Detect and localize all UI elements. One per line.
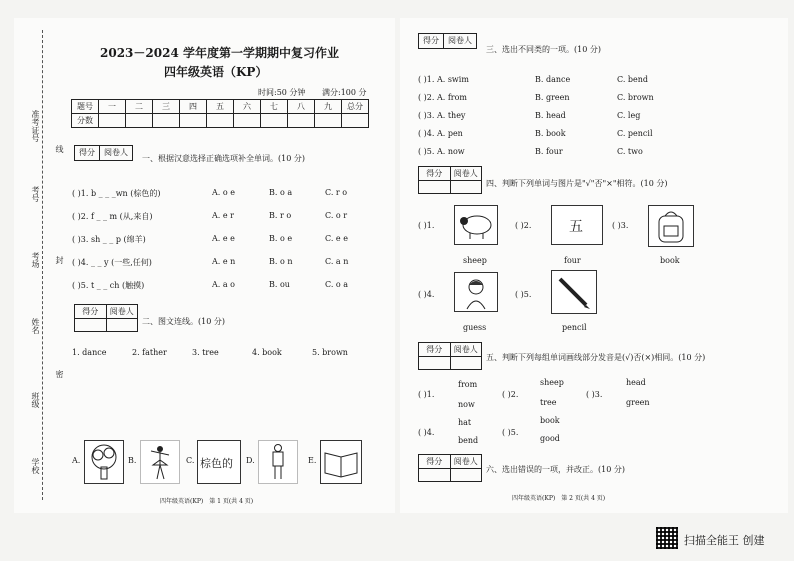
book-picture bbox=[320, 440, 362, 484]
sec5-word-1: book bbox=[540, 416, 560, 425]
sec3-option-b: B. head bbox=[535, 111, 566, 120]
score-cell[interactable] bbox=[234, 114, 261, 128]
section-1-title: 一、根据汉意选择正确选项补全单词。(10 分) bbox=[142, 154, 305, 163]
score-head: 二 bbox=[126, 100, 153, 114]
tree-picture bbox=[84, 440, 124, 484]
score-row-label: 分数 bbox=[72, 114, 99, 128]
side-label-number: 考号 bbox=[31, 186, 40, 202]
sec5-word-2: bend bbox=[458, 436, 479, 445]
sec5-word-2: now bbox=[458, 400, 475, 409]
score-head: 一 bbox=[99, 100, 126, 114]
scanner-watermark: 扫描全能王 创建 bbox=[684, 534, 765, 547]
sec4-word: pencil bbox=[562, 323, 587, 332]
sec5-word-1: head bbox=[626, 378, 646, 387]
grader-box-blank[interactable] bbox=[451, 357, 482, 370]
sec3-option-c: C. pencil bbox=[617, 129, 653, 138]
score-head: 八 bbox=[288, 100, 315, 114]
section-3-title: 三、选出不同类的一项。(10 分) bbox=[486, 45, 601, 54]
brown-text: 棕色的 bbox=[200, 457, 233, 470]
sec1-option-a: A. o e bbox=[212, 188, 235, 197]
match-word: 2. father bbox=[132, 348, 167, 357]
section-2-title: 二、图文连线。(10 分) bbox=[142, 317, 225, 326]
sec3-option-c: C. brown bbox=[617, 93, 654, 102]
sec1-option-b: B. o n bbox=[269, 257, 293, 266]
score-head: 题号 bbox=[72, 100, 99, 114]
girl-icon bbox=[455, 273, 497, 311]
sec1-stem: ( )5. t _ _ ch (触摸) bbox=[72, 281, 145, 290]
left-footer: 四年级英语(KP) 第 1 页(共 4 页) bbox=[160, 498, 254, 505]
grader-box-blank[interactable] bbox=[419, 357, 451, 370]
sec4-word: sheep bbox=[463, 256, 487, 265]
sec1-option-c: C. o a bbox=[325, 280, 349, 289]
sec1-option-c: C. a n bbox=[325, 257, 349, 266]
score-cell[interactable] bbox=[315, 114, 342, 128]
sec1-stem: ( )2. f _ _ m (从,来自) bbox=[72, 212, 153, 221]
side-label-seal: 封 bbox=[55, 256, 64, 264]
sec3-option-b: B. green bbox=[535, 93, 570, 102]
grader-box-label: 得分 bbox=[75, 305, 107, 318]
guess-picture bbox=[454, 272, 498, 312]
bag-picture bbox=[648, 205, 694, 247]
sec4-num: ( )5. bbox=[515, 290, 532, 299]
sec5-num: ( )4. bbox=[418, 428, 435, 437]
sec5-word-2: good bbox=[540, 434, 560, 443]
grader-box-label: 得分 bbox=[419, 167, 451, 180]
pic-label: D. bbox=[246, 456, 255, 465]
open-book-icon bbox=[321, 441, 361, 483]
sec3-option-b: B. book bbox=[535, 129, 566, 138]
sec3-option-c: C. bend bbox=[617, 75, 649, 84]
exam-time: 时间:50 分钟 bbox=[258, 88, 306, 97]
score-head: 六 bbox=[234, 100, 261, 114]
side-label-school: 学校 bbox=[31, 458, 40, 474]
grader-box-6 bbox=[418, 454, 482, 482]
side-label-line: 线 bbox=[55, 145, 64, 153]
five-text: 五 bbox=[569, 219, 583, 235]
sec5-num: ( )5. bbox=[502, 428, 519, 437]
sec1-option-a: A. e n bbox=[212, 257, 236, 266]
sec1-option-c: C. o r bbox=[325, 211, 348, 220]
pic-label: C. bbox=[186, 456, 195, 465]
grader-box-1 bbox=[74, 145, 133, 161]
sec5-num: ( )3. bbox=[586, 390, 603, 399]
grader-box-label: 得分 bbox=[419, 34, 444, 48]
score-table bbox=[71, 99, 369, 128]
sec1-option-a: A. e e bbox=[212, 234, 235, 243]
match-word: 4. book bbox=[252, 348, 282, 357]
sec3-option-b: B. four bbox=[535, 147, 563, 156]
sec5-num: ( )1. bbox=[418, 390, 435, 399]
grader-box-label: 阅卷人 bbox=[453, 345, 478, 354]
sec3-stem: ( )4. A. pen bbox=[418, 129, 463, 138]
grader-box-blank[interactable] bbox=[451, 469, 482, 482]
sheep-picture bbox=[454, 205, 498, 245]
sec4-num: ( )4. bbox=[418, 290, 435, 299]
side-label-secret: 密 bbox=[55, 370, 64, 378]
sheep-icon bbox=[455, 206, 497, 244]
match-word: 3. tree bbox=[192, 348, 219, 357]
sec1-option-c: C. r o bbox=[325, 188, 348, 197]
sec5-word-2: green bbox=[626, 398, 650, 407]
score-cell[interactable] bbox=[153, 114, 180, 128]
dance-picture bbox=[140, 440, 180, 484]
sec4-word: book bbox=[660, 256, 680, 265]
pencil-picture bbox=[551, 270, 597, 314]
grader-box-blank[interactable] bbox=[451, 181, 482, 194]
grader-box-label: 阅卷人 bbox=[109, 307, 134, 316]
grader-box-5 bbox=[418, 342, 482, 370]
score-cell[interactable] bbox=[261, 114, 288, 128]
grader-box-label: 阅卷人 bbox=[453, 169, 478, 178]
right-footer: 四年级英语(KP) 第 2 页(共 4 页) bbox=[512, 495, 606, 502]
pic-label: E. bbox=[308, 456, 317, 465]
side-label-room: 考场 bbox=[31, 252, 40, 268]
grader-box-blank[interactable] bbox=[75, 319, 107, 332]
sec5-word-1: hat bbox=[458, 418, 472, 427]
sec5-word-1: sheep bbox=[540, 378, 564, 387]
side-label-exam-id: 准考证号 bbox=[31, 110, 40, 142]
grader-box-label: 阅卷人 bbox=[453, 457, 478, 466]
sec1-option-b: B. ou bbox=[269, 280, 290, 289]
grader-box-blank[interactable] bbox=[419, 181, 451, 194]
grader-box-label: 阅卷人 bbox=[448, 36, 472, 45]
grader-box-blank[interactable] bbox=[107, 319, 138, 332]
brown-text-picture bbox=[197, 440, 241, 484]
sec4-num: ( )2. bbox=[515, 221, 532, 230]
grader-box-2 bbox=[74, 304, 138, 332]
sec1-option-a: A. e r bbox=[212, 211, 234, 220]
grader-box-label: 阅卷人 bbox=[104, 148, 128, 157]
sec4-num: ( )1. bbox=[418, 221, 435, 230]
grader-box-label: 得分 bbox=[419, 343, 451, 356]
score-head: 四 bbox=[180, 100, 207, 114]
tree-icon bbox=[85, 441, 123, 483]
sec1-stem: ( )4. _ _ y (一些,任何) bbox=[72, 258, 152, 267]
sec3-stem: ( )5. A. now bbox=[418, 147, 465, 156]
father-picture bbox=[258, 440, 298, 484]
sec1-option-b: B. o a bbox=[269, 188, 293, 197]
backpack-icon bbox=[649, 206, 693, 246]
sec1-option-b: B. o e bbox=[269, 234, 293, 243]
grader-box-label: 得分 bbox=[419, 455, 451, 468]
sec1-option-a: A. a o bbox=[212, 280, 235, 289]
binding-line bbox=[42, 30, 43, 500]
sec3-option-c: C. leg bbox=[617, 111, 641, 120]
sec5-word-1: from bbox=[458, 380, 478, 389]
sec1-option-b: B. r o bbox=[269, 211, 292, 220]
grader-box-label: 得分 bbox=[75, 146, 100, 160]
section-6-title: 六、选出错误的一项，并改正。(10 分) bbox=[486, 465, 625, 474]
sec3-stem: ( )1. A. swim bbox=[418, 75, 469, 84]
score-head: 五 bbox=[207, 100, 234, 114]
score-cell[interactable] bbox=[288, 114, 315, 128]
sec5-word-2: tree bbox=[540, 398, 557, 407]
match-word: 1. dance bbox=[72, 348, 107, 357]
qr-code-icon bbox=[656, 527, 678, 549]
page-title: 2023－2024 学年度第一学期期中复习作业 bbox=[100, 46, 339, 60]
side-label-name: 姓名 bbox=[31, 318, 40, 334]
page-subtitle: 四年级英语（KP） bbox=[164, 65, 268, 79]
sec3-stem: ( )3. A. they bbox=[418, 111, 466, 120]
sec4-word: guess bbox=[463, 323, 487, 332]
sec1-stem: ( )3. sh _ _ p (绵羊) bbox=[72, 235, 146, 244]
dancer-icon bbox=[141, 441, 179, 483]
section-5-title: 五、判断下列每组单词画线部分发音是(√)否(×)相同。(10 分) bbox=[486, 353, 706, 362]
sec1-option-c: C. e e bbox=[325, 234, 348, 243]
grader-box-3 bbox=[418, 33, 477, 49]
score-head: 总分 bbox=[342, 100, 369, 114]
score-cell[interactable] bbox=[207, 114, 234, 128]
sec4-word: four bbox=[564, 256, 581, 265]
score-head: 七 bbox=[261, 100, 288, 114]
sec5-num: ( )2. bbox=[502, 390, 519, 399]
match-word: 5. brown bbox=[312, 348, 348, 357]
score-head: 九 bbox=[315, 100, 342, 114]
pic-label: B. bbox=[128, 456, 137, 465]
score-cell[interactable] bbox=[126, 114, 153, 128]
score-head: 三 bbox=[153, 100, 180, 114]
sec1-stem: ( )1. b _ _ _wn (棕色的) bbox=[72, 189, 161, 198]
sec3-stem: ( )2. A. from bbox=[418, 93, 468, 102]
score-cell[interactable] bbox=[99, 114, 126, 128]
exam-full-score: 满分:100 分 bbox=[322, 88, 367, 97]
sec3-option-c: C. two bbox=[617, 147, 643, 156]
man-icon bbox=[259, 441, 297, 483]
pic-label: A. bbox=[72, 456, 81, 465]
side-label-class: 班级 bbox=[31, 392, 40, 408]
sec3-option-b: B. dance bbox=[535, 75, 571, 84]
score-cell[interactable] bbox=[342, 114, 369, 128]
section-4-title: 四、判断下列单词与图片是"√"否"×"相符。(10 分) bbox=[486, 179, 668, 188]
five-picture bbox=[551, 205, 603, 245]
score-cell[interactable] bbox=[180, 114, 207, 128]
sec4-num: ( )3. bbox=[612, 221, 629, 230]
pencil-icon bbox=[552, 271, 596, 313]
grader-box-blank[interactable] bbox=[419, 469, 451, 482]
grader-box-4 bbox=[418, 166, 482, 194]
